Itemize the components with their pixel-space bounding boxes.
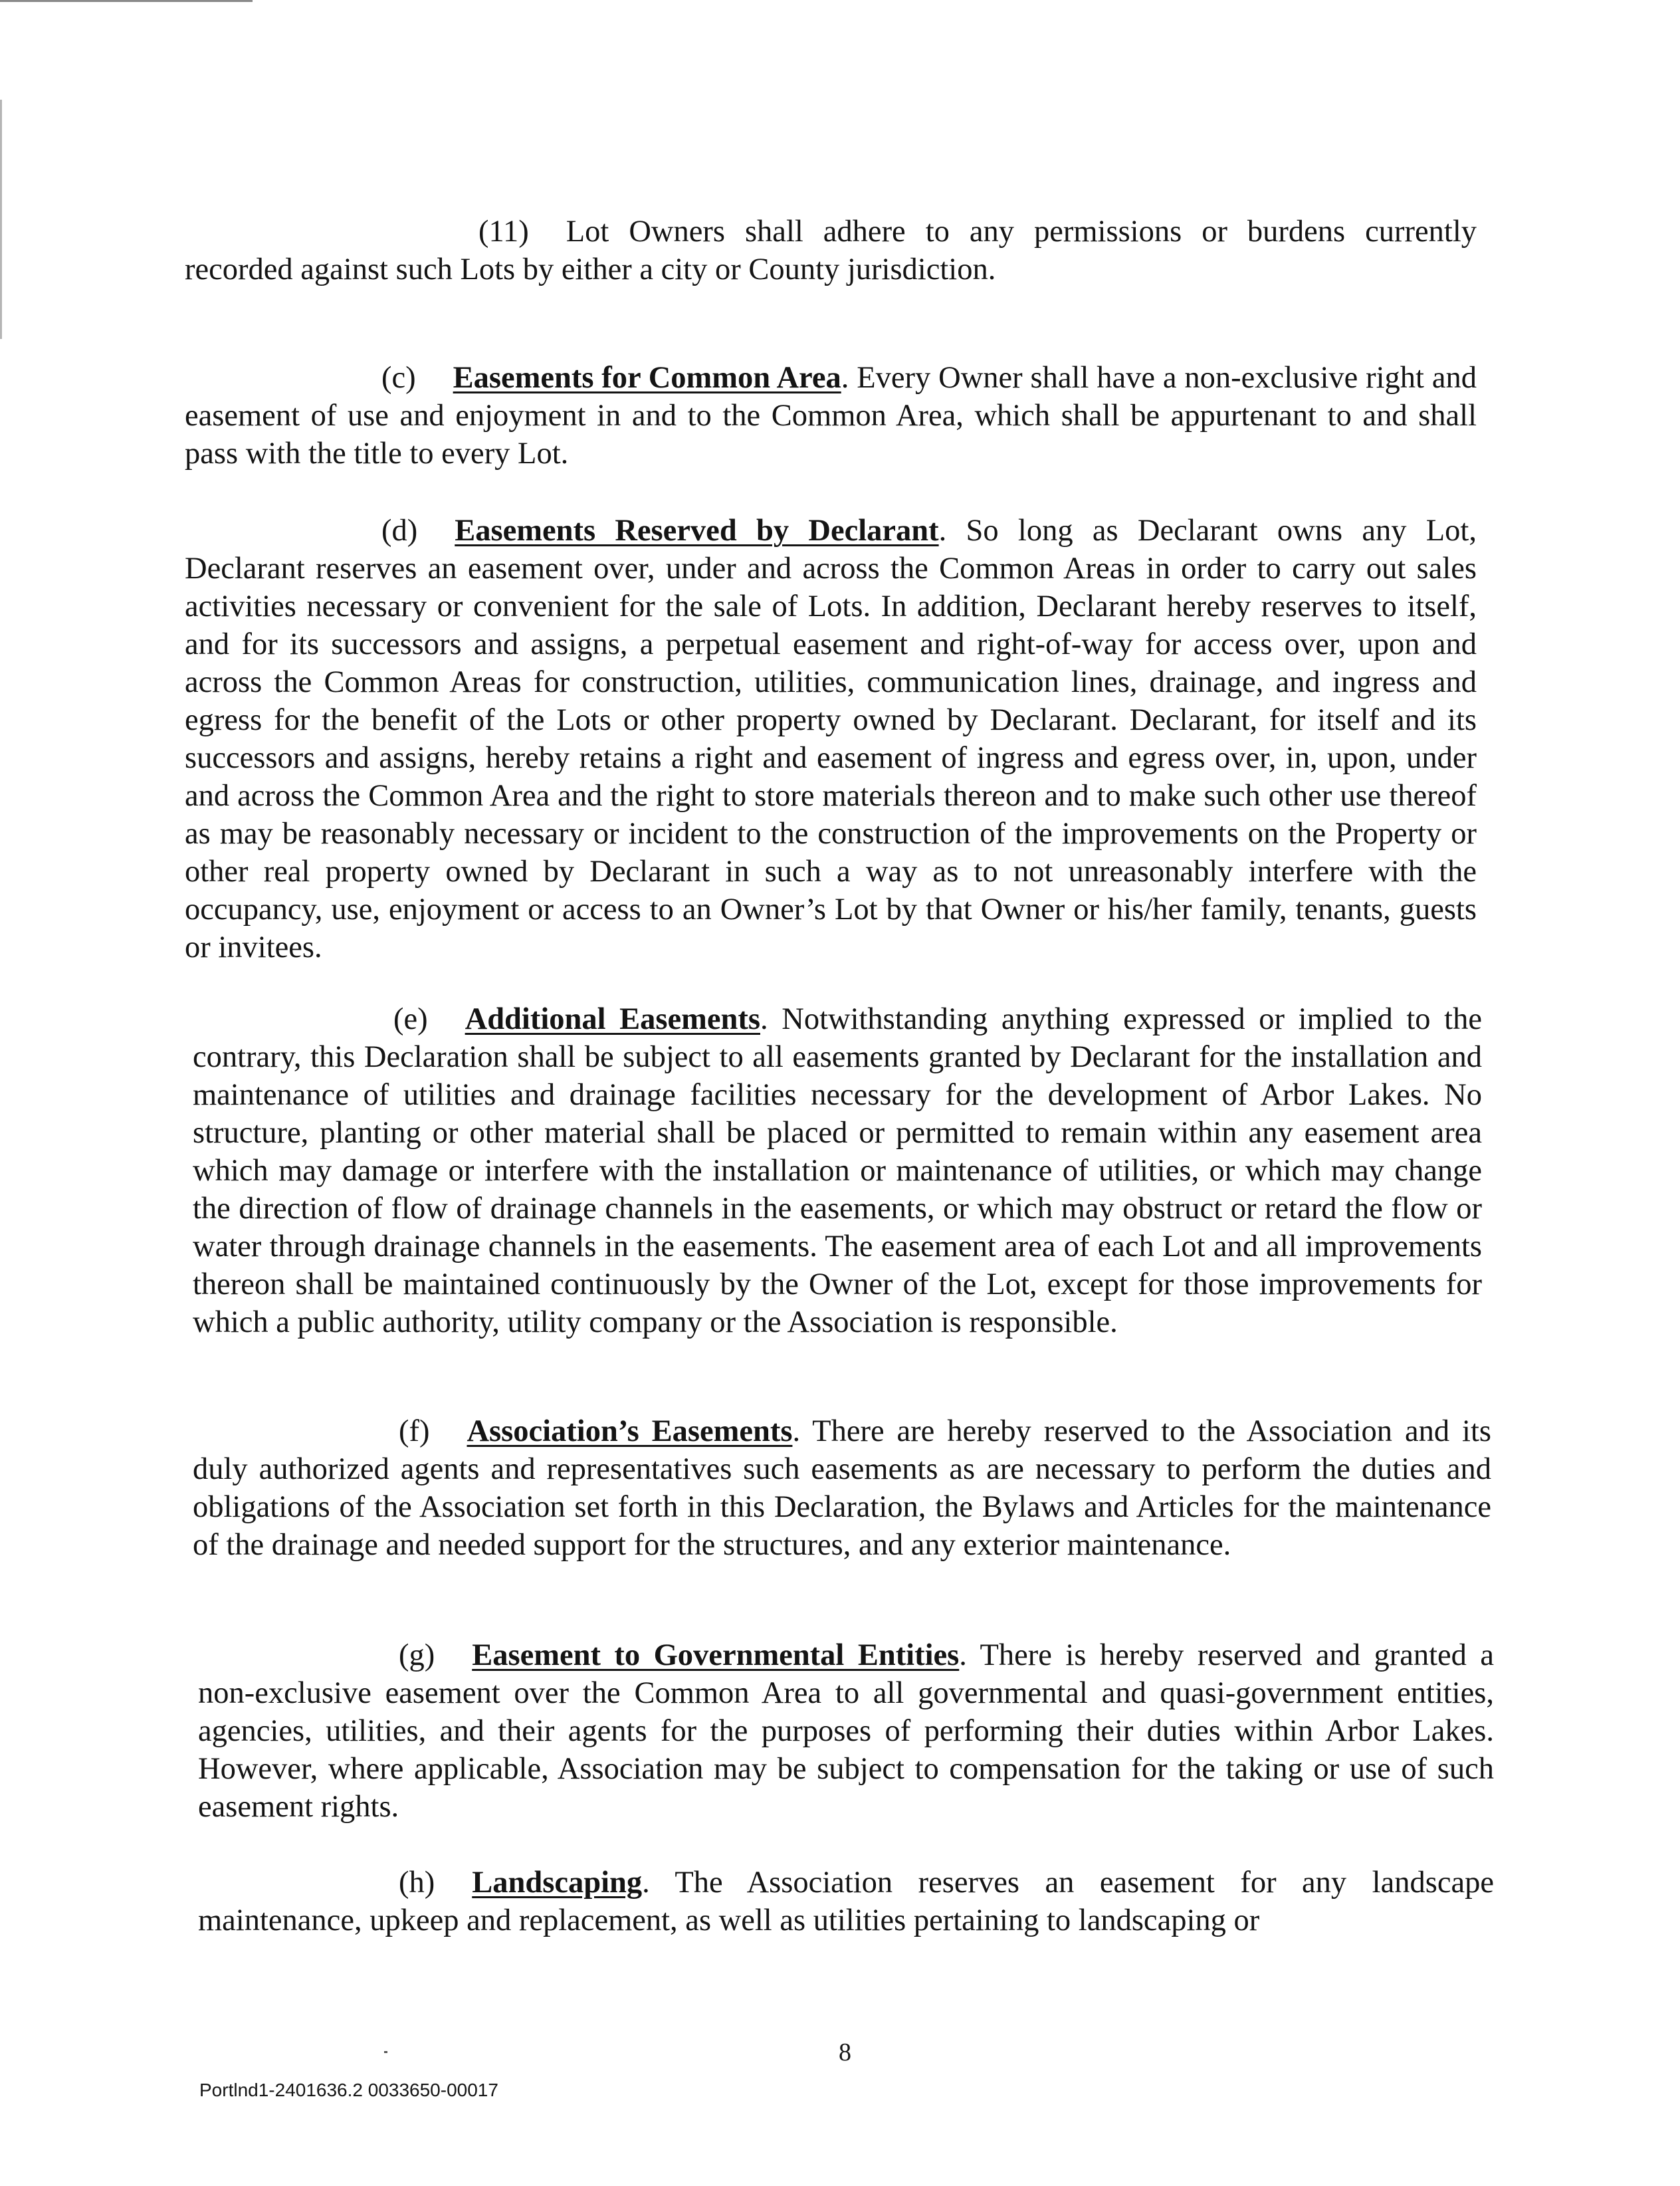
paragraph-label: (d): [381, 514, 418, 548]
heading-period: .: [642, 1866, 650, 1900]
scan-edge-top: [0, 0, 253, 2]
paragraph-d: [185, 512, 1477, 966]
footer-document-id: Portlnd1-2401636.2 0033650-00017: [199, 2080, 498, 2100]
paragraph-text: So long as Declarant owns any Lot, Declarant reserves an easement over, under and across the Common Areas in order to carry out sales activities necessary or convenient for the sale of Lots. In addition, Declarant hereby reserves to itself, and for its successors and assigns, a perpetual easement and right-of-way for access over, upon and across the Common Areas for construction, utilities, communication lines, drainage, and ingress and egress for the benefit of the Lots or other property owned by Declarant. Declarant, for itself and its successors and assigns, hereby retains a right and easement of ingress and egress over, in, upon, under and across the Common Area and the right to store materials thereon and to make such other use thereof as may be reasonably necessary or incident to the construction of the improvements on the Property or other real property owned by Declarant in such a way as to not unreasonably interfere with the occupancy, use, enjoyment or access to an Owner’s Lot by that Owner or his/her family, tenants, guests or invitees.: [185, 514, 1477, 964]
heading-period: .: [841, 361, 849, 395]
paragraph-label: (f): [399, 1414, 430, 1448]
section-heading: Easements for Common Area: [453, 361, 841, 395]
paragraph-f: [193, 1412, 1491, 1564]
page-number: 8: [839, 2038, 851, 2066]
paragraph-11: [185, 213, 1477, 288]
paragraph-label: (h): [399, 1866, 435, 1900]
paragraph-text: There is hereby reserved and granted a non-exclusive easement over the Common Area to all governmental and quasi-government entities, agencies, utilities, and their agents for the purposes of performing their duties within Arbor Lakes. However, where applicable, Association may be subject to compensation for the taking or use of such easement rights.: [198, 1638, 1495, 1824]
paragraph-g: [198, 1636, 1494, 1826]
heading-period: .: [792, 1414, 801, 1448]
paragraph-e: [193, 1000, 1482, 1341]
paragraph-label: (e): [393, 1002, 428, 1036]
paragraph-c: [185, 359, 1477, 473]
scan-speck: [384, 2051, 387, 2053]
heading-period: .: [959, 1638, 967, 1672]
section-heading: Landscaping: [472, 1866, 643, 1900]
paragraph-text: The Association reserves an easement for any landscape maintenance, upkeep and replacement, as well as utilities pertaining to landscaping or: [198, 1866, 1494, 1937]
paragraph-text: There are hereby reserved to the Association and its duly authorized agents and representatives such easements as are necessary to perform the duties and obligations of the Association set forth in this Declaration, the Bylaws and Articles for the maintenance of the drainage and needed support for the structures, and any exterior maintenance.: [193, 1414, 1491, 1562]
paragraph-label: (g): [399, 1638, 435, 1672]
section-heading: Easement to Governmental Entities: [472, 1638, 960, 1672]
section-heading: Additional Easements: [465, 1002, 760, 1036]
paragraph-h: [198, 1864, 1494, 1939]
paragraph-label: (11): [478, 215, 529, 249]
paragraph-label: (c): [381, 361, 416, 395]
heading-period: .: [938, 514, 947, 548]
paragraph-text: Every Owner shall have a non-exclusive right and easement of use and enjoyment in and to the Common Area, which shall be appurtenant to and shall pass with the title to every Lot.: [185, 361, 1477, 471]
section-heading: Easements Reserved by Declarant: [455, 514, 939, 548]
paragraph-text: Notwithstanding anything expressed or implied to the contrary, this Declaration shall be subject to all easements granted by Declarant for the installation and maintenance of utilities and drainage facilities necessary for the development of Arbor Lakes. No structure, planting or other material shall be placed or permitted to remain within any easement area which may damage or interfere with the installation or maintenance of utilities, or which may change the direction of flow of drainage channels in the easements, or which may obstruct or retard the flow or water through drainage channels in the easements. The easement area of each Lot and all improvements thereon shall be maintained continuously by the Owner of the Lot, except for those improvements for which a public authority, utility company or the Association is responsible.: [193, 1002, 1482, 1339]
heading-period: .: [760, 1002, 768, 1036]
scan-edge-left: [0, 100, 2, 339]
section-heading: Association’s Easements: [467, 1414, 793, 1448]
paragraph-text: Lot Owners shall adhere to any permissions or burdens currently recorded against such Lots by either a city or County jurisdiction.: [185, 215, 1477, 286]
